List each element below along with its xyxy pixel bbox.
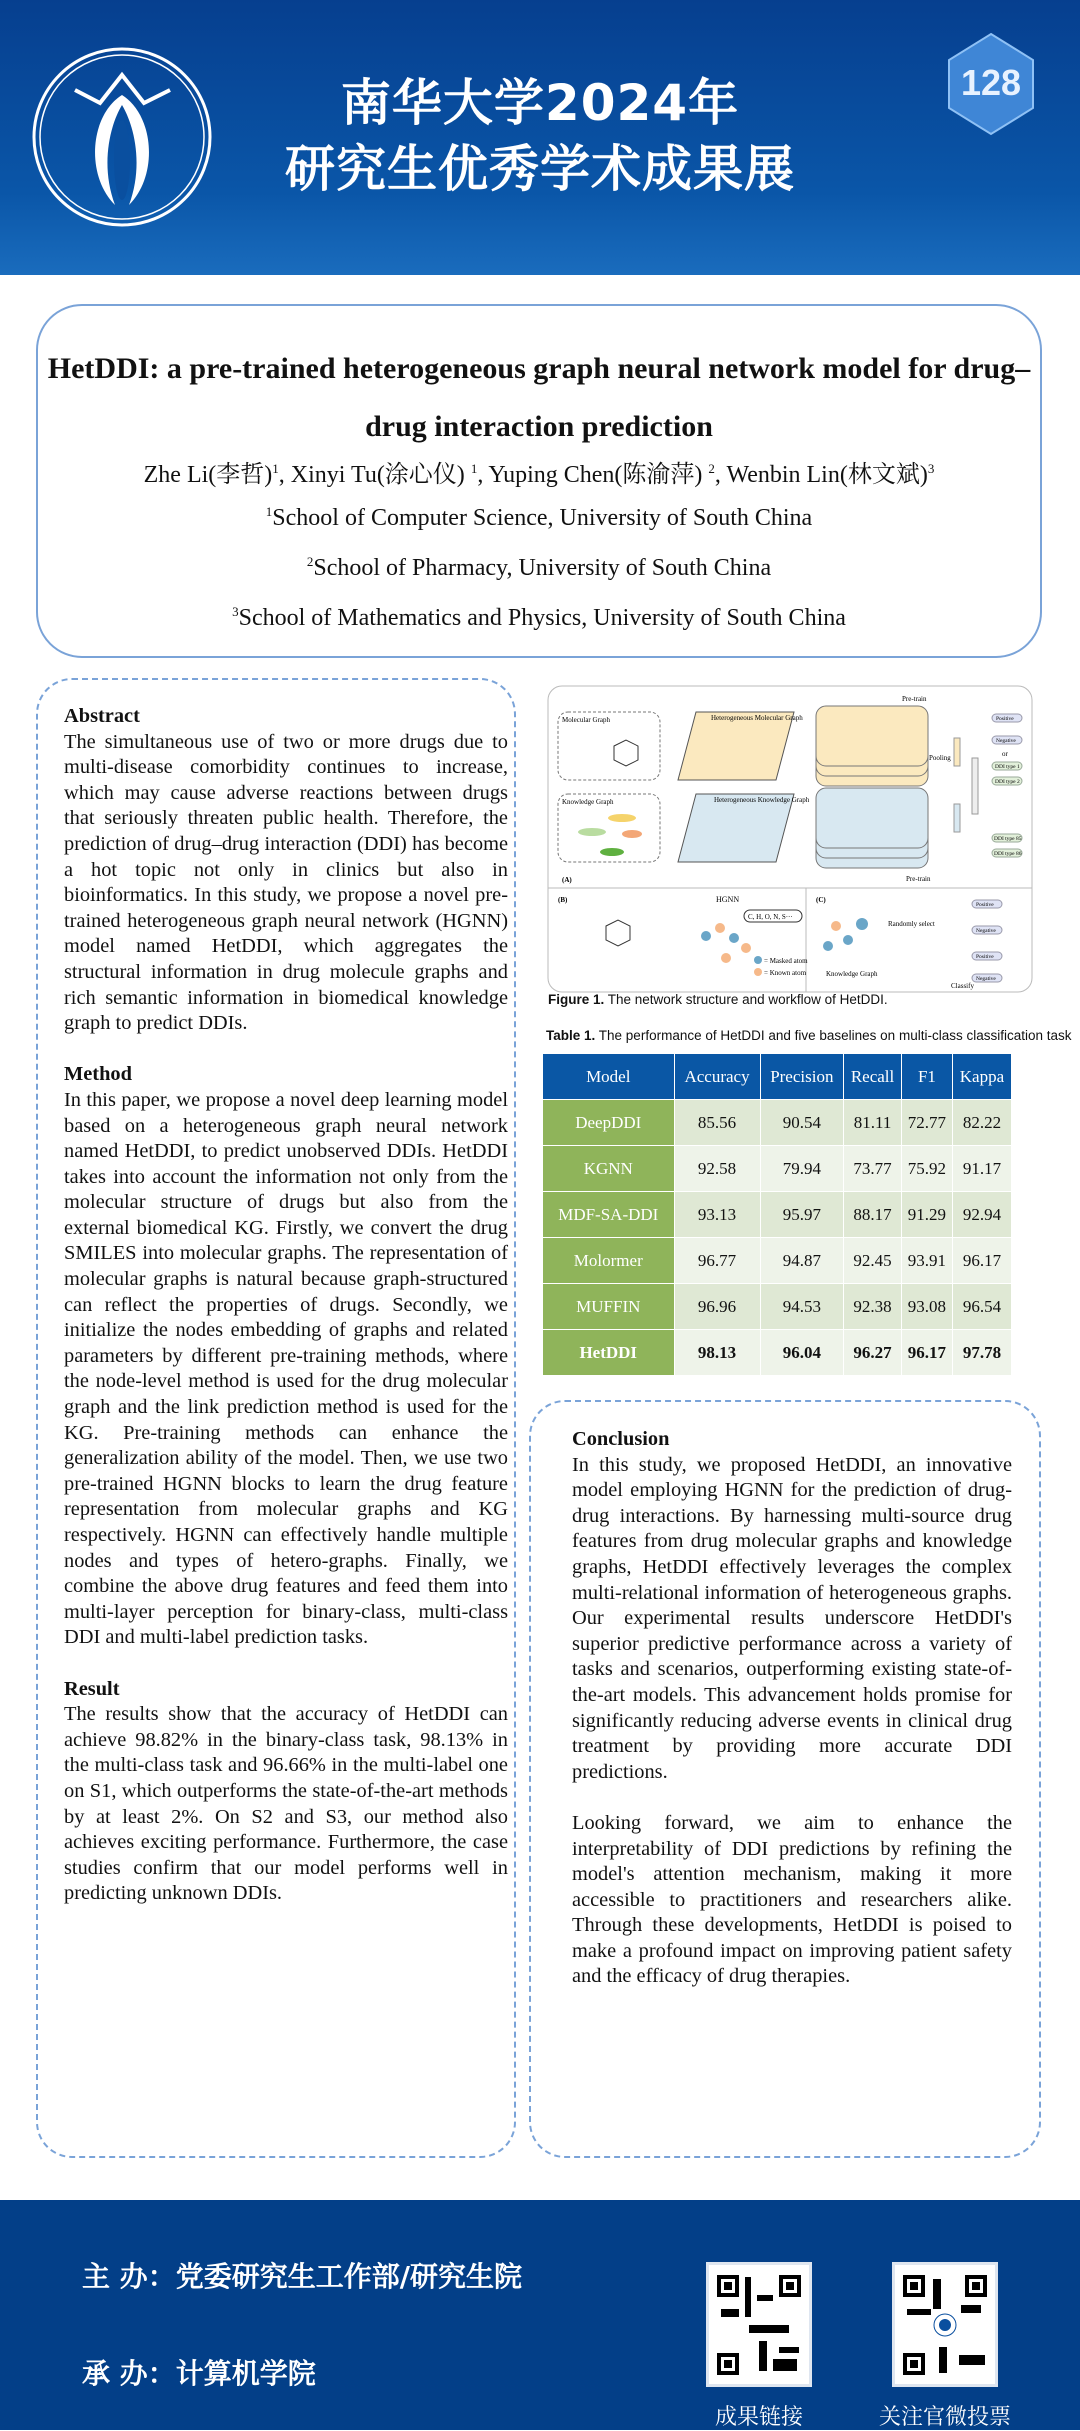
metric-cell: 93.08 (901, 1284, 952, 1330)
metric-cell: 93.91 (901, 1238, 952, 1284)
fig-label: HGNN (716, 895, 740, 904)
aff-sup: 3 (232, 604, 239, 619)
metric-cell: 96.17 (952, 1238, 1011, 1284)
column-header: Precision (760, 1054, 844, 1100)
column-header: F1 (901, 1054, 952, 1100)
title-box (36, 304, 1042, 658)
table-header-row (543, 1054, 1012, 1100)
metric-cell: 82.22 (952, 1100, 1011, 1146)
metric-cell: 92.58 (674, 1146, 760, 1192)
figure-network-workflow (526, 676, 1040, 994)
table-row (543, 1238, 1012, 1284)
table-row (543, 1330, 1012, 1376)
metric-cell: 75.92 (901, 1146, 952, 1192)
column-header: Recall (844, 1054, 902, 1100)
model-name-cell: HetDDI (543, 1330, 675, 1376)
aff-text: School of Mathematics and Physics, University of South China (238, 605, 846, 631)
metric-cell: 72.77 (901, 1100, 952, 1146)
paper-title: HetDDI: a pre-trained heterogeneous graph neural network model for drug–drug interaction prediction (47, 352, 1031, 443)
conclusion-text-2: Looking forward, we aim to enhance the interpretability of DDI predictions by refining the model's attention mechanism, making it more accessible to practitioners and researchers alike. Through these developments, HetDDI is poised to make a profound impact on improving patient safety and the efficacy of drug therapies. (572, 1811, 1012, 1988)
column-header: Model (543, 1054, 675, 1100)
caption-label: Table 1. (546, 1028, 596, 1043)
metric-cell: 94.87 (760, 1238, 844, 1284)
author: , Xinyi Tu(涂心仪) (278, 462, 471, 488)
table-row (543, 1284, 1012, 1330)
metric-cell: 95.97 (760, 1192, 844, 1238)
metric-cell: 94.53 (760, 1284, 844, 1330)
result-text: The results show that the accuracy of HetDDI can achieve 98.82% in the binary-class task, 98.13% in the multi-class task and 96.66% in the multi-label one on S1, which outperforms the state-of-the-art methods by at least 2%. On S2 and S3, our method also achieves exciting performance. Furthermore, the case studies confirm that our model performs well in predicting unknown DDIs. (64, 1703, 508, 1905)
fig-label: Pooling (929, 754, 951, 762)
author-sup: 3 (927, 461, 935, 476)
affiliation-3 (38, 604, 1040, 632)
metric-cell: 96.96 (674, 1284, 760, 1330)
conclusion-text-1: In this study, we proposed HetDDI, an innovative model employing HGNN for the prediction of drug-drug interactions. By harnessing multi-source drug features from drug molecular graphs and knowledge graphs, HetDDI effectively leverages the complex multi-relational information of heterogeneous graphs. Our experimental results underscore HetDDI's superior predictive performance across a variety of tasks and scenarios, outperforming existing state-of-the-art models. This advancement holds promise for significantly reducing adverse events in clinical drug treatment by providing more accurate DDI predictions. (572, 1453, 1012, 1783)
qr-code-results[interactable] (706, 2262, 812, 2387)
author-sup: 1 (272, 461, 279, 476)
metric-cell: 96.04 (760, 1330, 844, 1376)
author: , Wenbin Lin(林文斌) (714, 462, 928, 488)
caption-text: The performance of HetDDI and five baselines on multi-class classification task (595, 1028, 1072, 1043)
fig-label: Knowledge Graph (562, 798, 614, 806)
author-sup: 1 (470, 461, 478, 476)
abstract-heading: Abstract (64, 705, 140, 727)
metric-cell: 90.54 (760, 1100, 844, 1146)
badge-number: 128 (960, 62, 1022, 103)
fig-label: Positive (976, 902, 994, 908)
fig-label: Pre-train (906, 875, 931, 883)
aff-sup: 2 (306, 554, 314, 569)
method-text: In this paper, we propose a novel deep learning model based on a heterogeneous graph neural network named HetDDI, to predict unobserved DDIs. HetDDI takes into account the information not only from the molecular structure of drugs but also from the external biomedical KG. Firstly, we convert the drug SMILES into molecular graphs. The representation of molecular graphs is natural because graph-structured can reflect the properties of drugs. Secondly, we initialize the nodes embedding of graphs and related parameters by different pre-training methods, where the node-level method is used for the drug molecular graph and the link prediction method is used for the KG. Pre-training methods can enhance the generalization ability of the model. Then, we use two pre-trained HGNN blocks to learn the drug feature representation from molecular graphs and KG respectively. HGNN can effectively handle multiple nodes and types of hetero-graphs. Finally, we combine the above drug features and feed them into multi-layer perception for binary-class, multi-class DDI and multi-label prediction tasks. (64, 1088, 508, 1649)
fig-label: Positive (996, 716, 1014, 722)
right-column (572, 1427, 1012, 2016)
fig-label: = Masked atom (764, 957, 808, 965)
fig-label: Knowledge Graph (826, 970, 878, 978)
university-logo (30, 45, 215, 230)
caption-label: Figure 1. (548, 992, 605, 1007)
metric-cell: 88.17 (844, 1192, 902, 1238)
metric-cell: 91.29 (901, 1192, 952, 1238)
metric-cell: 98.13 (674, 1330, 760, 1376)
fig-label: DDI type 86 (994, 851, 1022, 857)
metric-cell: 96.54 (952, 1284, 1011, 1330)
fig-label: DDI type 85 (994, 836, 1022, 842)
column-header: Accuracy (674, 1054, 760, 1100)
fig-label: Classify (951, 982, 974, 990)
author: Zhe Li(李哲) (143, 462, 273, 488)
authors (38, 454, 1040, 489)
model-name-cell: MDF-SA-DDI (543, 1192, 675, 1238)
abstract-text: The simultaneous use of two or more drugs due to multi-disease comorbidity continues to increase, which may cause adverse reactions between drugs that seriously threaten public health. Therefore, the prediction of drug–drug interaction (DDI) has become a hot topic not only in clinics but also in bioinformatics. In this study, we propose a novel pre-trained heterogeneous graph neural network (HGNN) model named HetDDI, which aggregates the structural information in drug molecule graphs and rich semantic information in biomedical knowledge graph to predict DDIs. (64, 730, 508, 1035)
affiliation-1 (38, 504, 1040, 532)
fig-label: DDI type 1 (995, 764, 1020, 770)
fig-label: (B) (558, 896, 568, 904)
fig-label: Pre-train (902, 695, 927, 703)
metric-cell: 96.27 (844, 1330, 902, 1376)
fig-label: = Known atom (764, 969, 807, 977)
metric-cell: 97.78 (952, 1330, 1011, 1376)
title-line-1: 南华大学2024年 (340, 74, 740, 132)
affiliation-2 (38, 554, 1040, 582)
metric-cell: 92.45 (844, 1238, 902, 1284)
model-name-cell: Molormer (543, 1238, 675, 1284)
model-name-cell: DeepDDI (543, 1100, 675, 1146)
conclusion-heading: Conclusion (572, 1428, 670, 1450)
metric-cell: 73.77 (844, 1146, 902, 1192)
fig-label: Negative (976, 976, 996, 982)
model-name-cell: MUFFIN (543, 1284, 675, 1330)
fig-label: Negative (976, 928, 996, 934)
metric-cell: 85.56 (674, 1100, 760, 1146)
fig-label: (A) (562, 876, 572, 884)
left-column (64, 704, 508, 1933)
metric-cell: 96.17 (901, 1330, 952, 1376)
model-name-cell: KGNN (543, 1146, 675, 1192)
column-header: Kappa (952, 1054, 1011, 1100)
fig-label: (C) (816, 896, 826, 904)
header-banner (0, 0, 1080, 275)
fig-label: Negative (996, 738, 1016, 744)
qr2-label: 关注官微投票 (878, 2405, 1011, 2430)
fig-label: Molecular Graph (562, 716, 611, 724)
table-caption (546, 1028, 1072, 1043)
qr-code-wechat[interactable] (892, 2262, 998, 2387)
metric-cell: 92.38 (844, 1284, 902, 1330)
caption-text: The network structure and workflow of HetDDI. (604, 992, 888, 1007)
title-line-2: 研究生优秀学术成果展 (285, 140, 795, 198)
metric-cell: 81.11 (844, 1100, 902, 1146)
aff-text: School of Pharmacy, University of South China (313, 555, 772, 581)
result-heading: Result (64, 1677, 120, 1700)
metric-cell: 79.94 (760, 1146, 844, 1192)
author: , Yuping Chen(陈渝萍) (477, 462, 709, 488)
performance-table (542, 1053, 1012, 1376)
footer (0, 2200, 1080, 2430)
fig-label: C, H, O, N, S··· (748, 913, 793, 921)
table-row (543, 1192, 1012, 1238)
fig-label: Heterogeneous Knowledge Graph (714, 796, 810, 804)
metric-cell: 93.13 (674, 1192, 760, 1238)
fig-label: DDI type 2 (995, 779, 1020, 785)
fig-label: Randomly select (888, 920, 935, 928)
host-text: 主 办：党委研究生工作部/研究生院 (82, 2260, 522, 2293)
figure-caption (548, 992, 888, 1007)
metric-cell: 91.17 (952, 1146, 1011, 1192)
fig-label: or (1002, 750, 1008, 758)
qr1-label: 成果链接 (714, 2405, 803, 2430)
poster-number-badge (945, 32, 1037, 136)
metric-cell: 96.77 (674, 1238, 760, 1284)
aff-sup: 1 (265, 504, 273, 519)
aff-text: School of Computer Science, University of South China (272, 505, 813, 531)
fig-label: Heterogeneous Molecular Graph (711, 714, 803, 722)
author-sup: 2 (708, 461, 715, 476)
table-row (543, 1100, 1012, 1146)
metric-cell: 92.94 (952, 1192, 1011, 1238)
organizer-text: 承 办：计算机学院 (82, 2357, 316, 2390)
table-row (543, 1146, 1012, 1192)
method-heading: Method (64, 1063, 132, 1086)
fig-label: Positive (976, 954, 994, 960)
exhibition-title (240, 70, 840, 202)
